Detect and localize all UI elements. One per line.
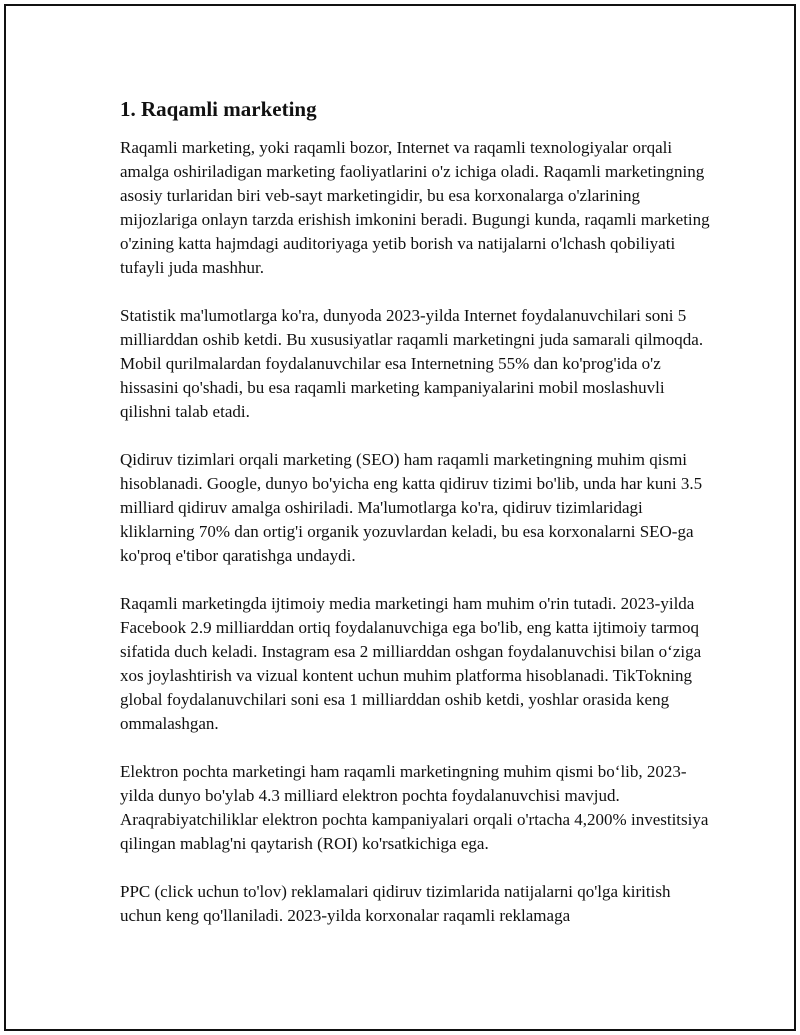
document-page [4, 4, 796, 1031]
section-heading: 1. Raqamli marketing [120, 97, 317, 121]
document-content [120, 96, 710, 952]
paragraph-intro: Raqamli marketing, yoki raqamli bozor, Internet va raqamli texnologiyalar orqali amalga oshiriladigan marketing faoliyatlarini o'z ichiga oladi. Raqamli marketingning asosiy turlaridan biri veb-sayt marketingidir, bu esa korxonalarga o'zlarining mijozlariga onlayn tarzda erishish imkonini beradi. Bugungi kunda, raqamli marketing o'zining katta hajmdagi auditoriyaga yetib borish va natijalarni o'lchash qobiliyati tufayli juda mashhur. [120, 138, 710, 277]
paragraph-ppc: PPC (click uchun to'lov) reklamalari qidiruv tizimlarida natijalarni qo'lga kiritish uchun keng qo'llaniladi. 2023-yilda korxonalar raqamli reklamaga [120, 882, 671, 925]
paragraph-email: Elektron pochta marketingi ham raqamli marketingning muhim qismi bo‘lib, 2023-yilda dunyo bo'ylab 4.3 milliard elektron pochta foydalanuvchisi mavjud. Araqrabiyatchiliklar elektron pochta kampaniyalari orqali o'rtacha 4,200% investitsiya qilingan mablag'ni qaytarish (ROI) ko'rsatkichiga ega. [120, 762, 709, 853]
paragraph-social-media: Raqamli marketingda ijtimoiy media marketingi ham muhim o'rin tutadi. 2023-yilda Facebook 2.9 milliarddan ortiq foydalanuvchiga ega bo'lib, eng katta ijtimoiy tarmoq sifatida duch keladi. Instagram esa 2 milliarddan oshgan foydalanuvchisi bilan o‘ziga xos joylashtirish va vizual kontent uchun muhim platforma hisoblanadi. TikTokning global foydalanuvchilari soni esa 1 milliarddan oshib ketdi, yoshlar orasida keng ommalashgan. [120, 594, 702, 733]
paragraph-seo: Qidiruv tizimlari orqali marketing (SEO) ham raqamli marketingning muhim qismi hisoblanadi. Google, dunyo bo'yicha eng katta qidiruv tizimi bo'lib, unda har kuni 3.5 milliard qidiruv amalga oshiriladi. Ma'lumotlarga ko'ra, qidiruv tizimlaridagi kliklarning 70% dan ortig'i organik yozuvlardan keladi, bu esa korxonalarni SEO-ga ko'proq e'tibor qaratishga undaydi. [120, 450, 703, 565]
paragraph-statistics: Statistik ma'lumotlarga ko'ra, dunyoda 2023-yilda Internet foydalanuvchilari soni 5 milliarddan oshib ketdi. Bu xususiyatlar raqamli marketingni juda samarali qilmoqda. Mobil qurilmalardan foydalanuvchilar esa Internetning 55% dan ko'prog'ida o'z hissasini qo'shadi, bu esa raqamli marketing kampaniyalarini mobil moslashuvli qilishni talab etadi. [120, 306, 704, 421]
